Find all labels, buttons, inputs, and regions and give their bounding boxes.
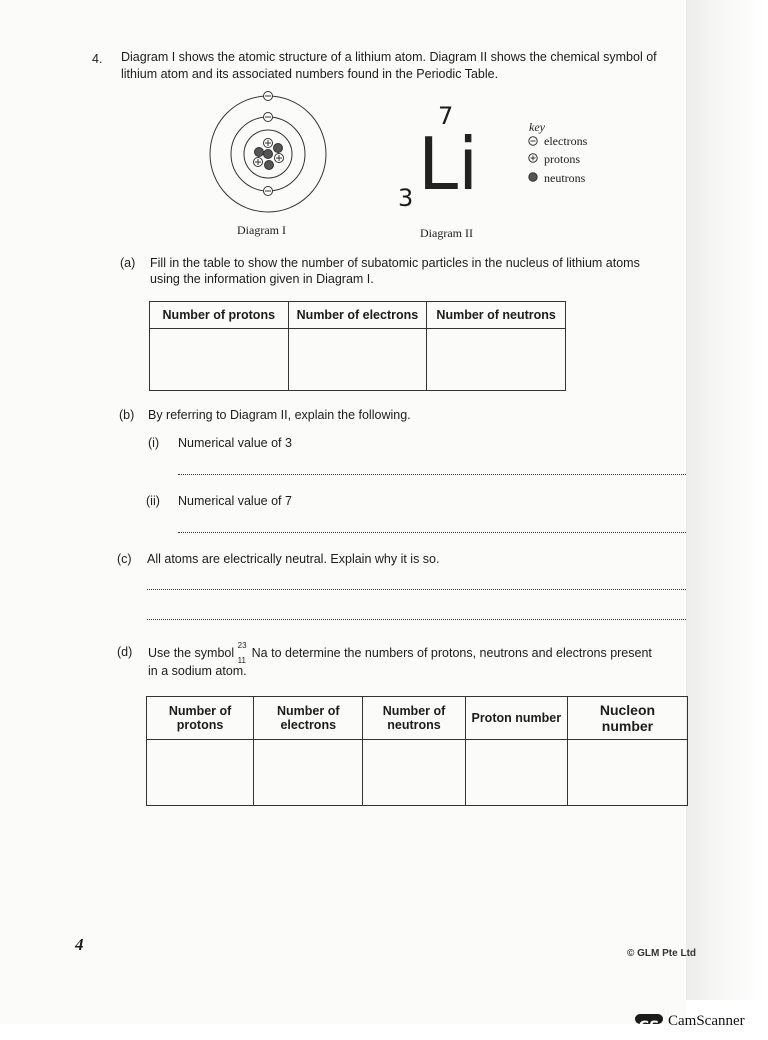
part-a-table bbox=[149, 301, 566, 391]
part-b-i-label: (i) bbox=[148, 436, 160, 450]
element-symbol: Li bbox=[418, 122, 479, 206]
page-number: 4 bbox=[75, 935, 84, 954]
answer-cell-d-neutrons[interactable] bbox=[363, 740, 465, 806]
answer-cell-neutrons[interactable] bbox=[427, 329, 566, 391]
camscanner-logo-icon: CS bbox=[635, 1014, 663, 1024]
diagram1-caption: Diagram I bbox=[237, 223, 286, 237]
part-b-i-text: Numerical value of 3 bbox=[178, 436, 292, 450]
part-a-line1: Fill in the table to show the number of subatomic particles in the nucleus of lithium atoms bbox=[150, 256, 640, 270]
part-c-label: (c) bbox=[117, 552, 132, 566]
answer-cell-d-protons[interactable] bbox=[147, 740, 254, 806]
answer-line-b-i[interactable] bbox=[178, 474, 686, 475]
header-d-proton-number: Proton number bbox=[465, 697, 567, 740]
answer-cell-protons[interactable] bbox=[150, 329, 289, 391]
sodium-mass-number: 23 bbox=[237, 641, 247, 650]
sodium-symbol: Na bbox=[251, 646, 268, 660]
part-a-label: (a) bbox=[120, 256, 136, 270]
part-d-text-before: Use the symbol bbox=[148, 646, 235, 660]
header-neutrons: Number of neutrons bbox=[427, 302, 566, 329]
proton-icon bbox=[529, 154, 537, 162]
answer-cell-electrons[interactable] bbox=[288, 329, 427, 391]
answer-cell-d-nucleon-number[interactable] bbox=[567, 740, 687, 806]
answer-cell-d-electrons[interactable] bbox=[254, 740, 363, 806]
header-d-electrons: Number of electrons bbox=[254, 697, 363, 740]
header-d-protons: Number of protons bbox=[147, 697, 254, 740]
proton-number: 3 bbox=[398, 184, 414, 212]
page-edge-shadow bbox=[686, 0, 768, 1000]
key-neutrons: neutrons bbox=[544, 171, 586, 185]
camscanner-name: CamScanner bbox=[668, 1013, 745, 1029]
electron-icon bbox=[529, 137, 537, 145]
answer-line-c-2[interactable] bbox=[147, 619, 686, 620]
diagram2-caption: Diagram II bbox=[420, 226, 473, 240]
answer-line-c-1[interactable] bbox=[147, 589, 686, 590]
question-intro-line1: Diagram I shows the atomic structure of a lithium atom. Diagram II shows the chemical symbol of bbox=[121, 50, 657, 64]
header-electrons: Number of electrons bbox=[288, 302, 427, 329]
answer-line-b-ii[interactable] bbox=[178, 532, 686, 533]
part-d-text bbox=[148, 641, 652, 665]
key-title: key bbox=[529, 120, 545, 134]
nuclide-numbers bbox=[237, 641, 252, 665]
sodium-atomic-number: 11 bbox=[237, 656, 246, 665]
copyright: © GLM Pte Ltd bbox=[627, 948, 697, 959]
part-d-line2: in a sodium atom. bbox=[148, 664, 247, 678]
question-intro-line2: lithium atom and its associated numbers found in the Periodic Table. bbox=[121, 67, 499, 81]
part-b-text: By referring to Diagram II, explain the following. bbox=[148, 408, 411, 422]
neutron-icon bbox=[529, 173, 537, 181]
header-d-neutrons: Number of neutrons bbox=[363, 697, 465, 740]
key-electrons: electrons bbox=[544, 134, 588, 148]
key-icons bbox=[528, 135, 540, 185]
header-d-nucleon-number: Nucleon number bbox=[567, 697, 687, 740]
part-c-text: All atoms are electrically neutral. Explain why it is so. bbox=[147, 552, 440, 566]
part-b-ii-label: (ii) bbox=[146, 494, 160, 508]
question-number: 4. bbox=[92, 52, 103, 66]
key-protons: protons bbox=[544, 152, 580, 166]
part-b-label: (b) bbox=[119, 408, 135, 422]
part-b-ii-text: Numerical value of 7 bbox=[178, 494, 292, 508]
lithium-atom-diagram bbox=[202, 88, 338, 220]
part-d-label: (d) bbox=[117, 645, 133, 659]
answer-cell-d-proton-number[interactable] bbox=[465, 740, 567, 806]
part-a-line2: using the information given in Diagram I. bbox=[150, 272, 374, 286]
mass-number: 7 bbox=[438, 102, 454, 130]
part-d-text-after: to determine the numbers of protons, neutrons and electrons present bbox=[271, 646, 652, 660]
part-d-table bbox=[146, 696, 688, 806]
header-protons: Number of protons bbox=[150, 302, 289, 329]
